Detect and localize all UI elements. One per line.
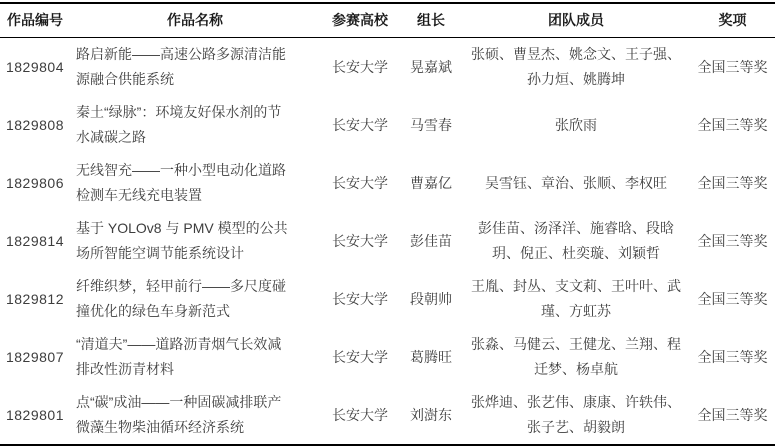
cell-members: 张硕、曹昱杰、姚念文、王子强、孙力烜、姚腾坤 <box>471 46 681 87</box>
cell-leader: 曹嘉亿 <box>410 174 452 191</box>
cell-title: 点“碳”成油——一种固碳减排联产微藻生物柴油循环经济系统 <box>76 394 282 435</box>
cell-title: 路启新能——高速公路多源清洁能源融合供能系统 <box>76 46 286 87</box>
cell-members: 吴雪钰、章治、张顺、李权旺 <box>485 174 667 191</box>
cell-university: 长安大学 <box>332 174 388 191</box>
table-body <box>0 38 775 446</box>
cell-id: 1829812 <box>5 290 64 307</box>
cell-award: 全国三等奖 <box>697 174 768 191</box>
cell-leader: 彭佳苗 <box>410 232 452 249</box>
cell-leader: 葛腾旺 <box>410 348 452 365</box>
cell-leader: 刘澍东 <box>410 406 452 423</box>
column-header-title: 作品名称 <box>70 3 320 38</box>
table-row <box>0 154 775 212</box>
cell-members: 张欣雨 <box>555 116 597 133</box>
cell-members: 王胤、封丛、支文莉、王叶叶、武瑾、方虹苏 <box>471 278 681 319</box>
cell-award: 全国三等奖 <box>697 58 768 75</box>
cell-award: 全国三等奖 <box>697 290 768 307</box>
cell-members: 彭佳苗、汤泽洋、施睿晗、段晗玥、倪正、杜奕璇、刘颖哲 <box>478 220 674 261</box>
cell-university: 长安大学 <box>332 232 388 249</box>
column-header-id: 作品编号 <box>0 3 70 38</box>
cell-id: 1829801 <box>5 406 64 423</box>
cell-university: 长安大学 <box>332 58 388 75</box>
table-row <box>0 38 775 97</box>
cell-id: 1829814 <box>5 232 64 249</box>
cell-title: 纤维织梦，轻甲前行——多尺度碰撞优化的绿色车身新范式 <box>76 278 286 319</box>
cell-members: 张淼、马健云、王健龙、兰翔、程迁梦、杨卓航 <box>471 336 681 377</box>
awards-table <box>0 2 775 446</box>
table-row <box>0 270 775 328</box>
cell-university: 长安大学 <box>332 116 388 133</box>
column-header-university: 参赛高校 <box>320 3 400 38</box>
table-row <box>0 386 775 445</box>
column-header-leader: 组长 <box>400 3 462 38</box>
column-header-award: 奖项 <box>690 3 775 38</box>
cell-id: 1829807 <box>5 348 64 365</box>
cell-award: 全国三等奖 <box>697 116 768 133</box>
cell-university: 长安大学 <box>332 348 388 365</box>
cell-award: 全国三等奖 <box>697 348 768 365</box>
cell-university: 长安大学 <box>332 290 388 307</box>
cell-id: 1829804 <box>5 58 64 75</box>
cell-leader: 马雪春 <box>410 116 452 133</box>
cell-university: 长安大学 <box>332 406 388 423</box>
header-row <box>0 3 775 38</box>
table-row <box>0 212 775 270</box>
cell-members: 张烨迪、张艺伟、康康、许轶伟、张子艺、胡毅朗 <box>471 394 681 435</box>
cell-id: 1829808 <box>5 116 64 133</box>
table-row <box>0 96 775 154</box>
cell-id: 1829806 <box>5 174 64 191</box>
cell-leader: 段朝帅 <box>410 290 452 307</box>
cell-title: 秦土“绿脉”：环境友好保水剂的节水减碳之路 <box>76 104 282 145</box>
cell-title: 无线智充——一种小型电动化道路检测车无线充电装置 <box>76 162 286 203</box>
table-row <box>0 328 775 386</box>
cell-leader: 晃嘉斌 <box>410 58 452 75</box>
cell-award: 全国三等奖 <box>697 232 768 249</box>
cell-award: 全国三等奖 <box>697 406 768 423</box>
cell-title: “清道夫”——道路沥青烟气长效减排改性沥青材料 <box>76 336 282 377</box>
cell-title: 基于 YOLOv8 与 PMV 模型的公共场所智能空调节能系统设计 <box>76 220 288 261</box>
column-header-members: 团队成员 <box>462 3 690 38</box>
